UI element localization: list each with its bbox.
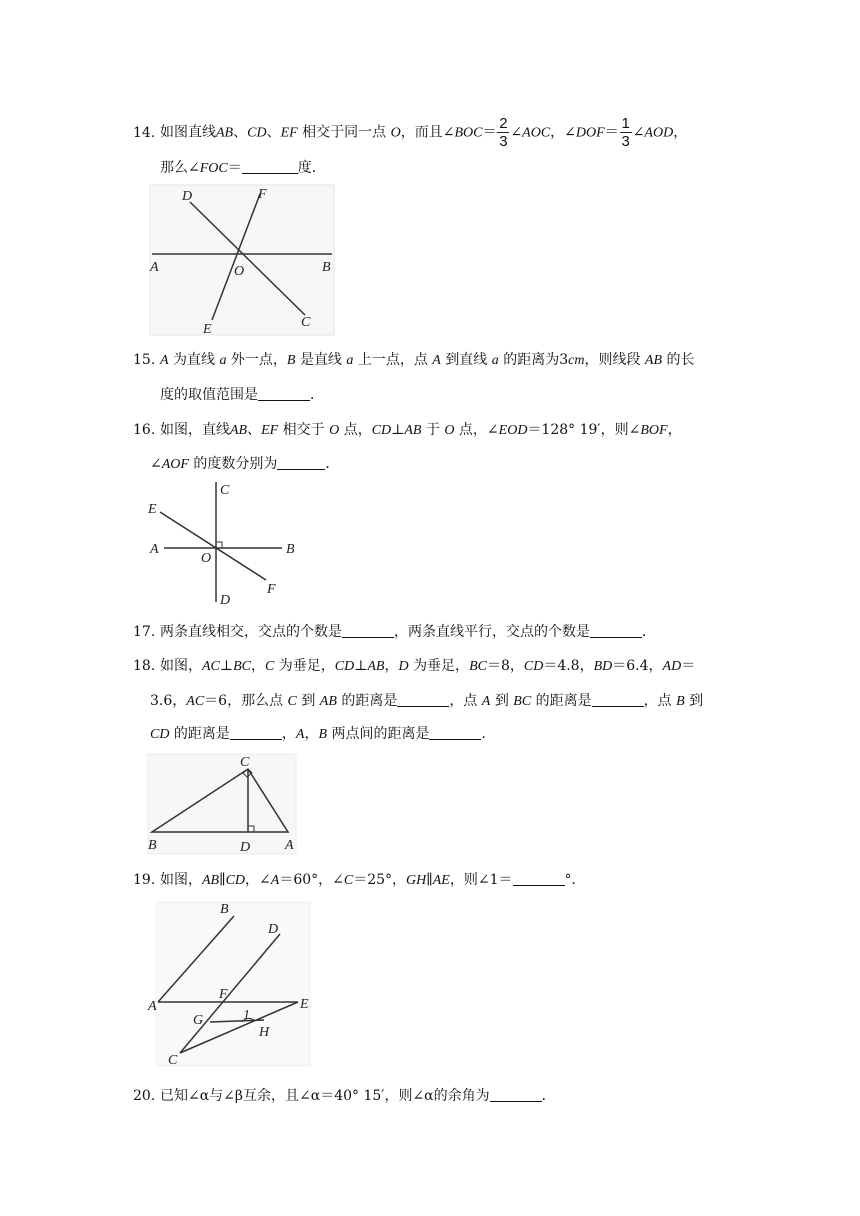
- label-b: B: [148, 838, 157, 853]
- q15-var: cm: [568, 353, 585, 368]
- q18-text: 两点间的距离是: [331, 726, 430, 742]
- q18-line2: [150, 690, 703, 710]
- q14-var: FOC: [199, 161, 228, 176]
- label-f: F: [267, 582, 276, 597]
- label-a: A: [150, 542, 159, 557]
- q18-text: ，点: [449, 693, 478, 709]
- label-h: H: [259, 1025, 270, 1040]
- q14-text: 度．: [297, 160, 326, 176]
- q15-text: 3: [559, 352, 569, 368]
- label-b: B: [286, 542, 295, 557]
- q14-text: 相交于同一点: [302, 124, 387, 141]
- q19-text: ∥: [426, 872, 433, 888]
- q18-var: AC: [202, 659, 220, 674]
- q15-number: 15.: [133, 352, 156, 368]
- label-o: O: [201, 551, 212, 566]
- answer-blank[interactable]: [230, 725, 282, 740]
- label-c: C: [220, 483, 230, 498]
- line-ef: [160, 512, 266, 580]
- label-c: C: [240, 755, 250, 770]
- q14-text: ∠: [510, 124, 523, 141]
- q14-var: AOC: [522, 125, 551, 141]
- q18-var: A: [295, 727, 305, 742]
- label-b: B: [220, 902, 229, 917]
- q18-text: 的距离是: [173, 726, 230, 742]
- q14-text: ＝: [604, 124, 619, 141]
- q14-text: ，而且∠: [400, 124, 455, 141]
- q14-var: EF: [280, 125, 298, 141]
- q18-text: 到: [301, 693, 316, 709]
- q16-var: EOD: [498, 423, 528, 438]
- q14-var: BOC: [454, 125, 483, 141]
- frac-numerator: 2: [499, 115, 508, 132]
- q16-text: ．: [325, 456, 340, 472]
- q16-text: 相交于: [282, 422, 325, 438]
- q19-text: ，则∠1＝: [449, 872, 513, 888]
- q18-var: AB: [367, 659, 385, 674]
- q18-var: CD: [150, 727, 170, 742]
- q14-text: ，∠: [550, 124, 576, 141]
- q15-var: AB: [644, 353, 663, 368]
- q15-var: a: [491, 353, 499, 368]
- q14-var: AB: [216, 125, 234, 141]
- q18-text: 到: [689, 693, 704, 709]
- answer-blank[interactable]: [513, 871, 565, 886]
- q16-text: 的度数分别为: [193, 456, 278, 472]
- label-g: G: [193, 1013, 204, 1028]
- right-angle-mark: [216, 542, 222, 548]
- q16-number: 16.: [133, 422, 156, 438]
- q18-var: B: [676, 694, 685, 709]
- label-a: A: [150, 260, 159, 275]
- q18-text: 到: [494, 693, 509, 709]
- q18-var: AB: [319, 694, 337, 709]
- frac-denominator: 3: [499, 133, 508, 150]
- label-angle-1: 1: [243, 1008, 250, 1023]
- q14-text: ∠: [632, 124, 645, 141]
- q16-var: O: [444, 423, 455, 438]
- q16-var: CD: [371, 423, 392, 438]
- q14-var: CD: [247, 125, 267, 141]
- q14-figure: [148, 183, 338, 337]
- q14-var: O: [390, 125, 401, 141]
- q16-var: BOF: [640, 423, 668, 438]
- label-e: E: [203, 322, 212, 337]
- q14-text: ＝: [227, 160, 242, 176]
- q18-var: C: [287, 694, 297, 709]
- q19-text: ＝60°，∠: [279, 872, 344, 888]
- q16-text: ，: [667, 422, 682, 438]
- q14-var: AOD: [644, 125, 674, 141]
- q18-text: ，点: [643, 693, 672, 709]
- q18-text: ，: [281, 726, 296, 742]
- q18-var: BC: [469, 659, 487, 674]
- label-d: D: [240, 840, 251, 855]
- q16-text: 于: [425, 422, 440, 438]
- label-a: A: [148, 999, 157, 1014]
- q16-var: AOF: [161, 457, 189, 472]
- q19-var: CD: [225, 873, 246, 888]
- q19-var: AE: [432, 873, 450, 888]
- label-o: O: [234, 264, 245, 279]
- q15-text: 度的取值范围是: [160, 387, 258, 403]
- q19-var: A: [270, 873, 280, 888]
- q15-var: a: [346, 353, 354, 368]
- q18-var: A: [481, 694, 491, 709]
- answer-blank[interactable]: [242, 159, 298, 174]
- q15-line2: [160, 384, 324, 404]
- q18-text: 为垂足，: [278, 658, 335, 674]
- q18-text: 的距离是: [535, 693, 592, 709]
- q15-var: B: [286, 353, 296, 368]
- q14-text: 那么∠: [160, 160, 200, 176]
- q19-text: ∥: [219, 872, 226, 888]
- q18-text: ，: [304, 726, 319, 742]
- q16-var: O: [329, 423, 340, 438]
- q15-text: 为直线: [173, 352, 216, 368]
- q15-text: 到直线: [445, 352, 488, 368]
- q18-var: CD: [334, 659, 355, 674]
- q16-figure: [146, 478, 306, 606]
- q18-var: AC: [186, 694, 205, 709]
- q15-text: 上一点，点: [357, 352, 428, 368]
- q18-text: ⊥: [354, 658, 368, 674]
- answer-blank[interactable]: [490, 1087, 542, 1102]
- label-b: B: [322, 260, 331, 275]
- q20-number: 20.: [133, 1088, 156, 1104]
- q16-text: ⊥: [391, 422, 405, 438]
- q16-var: EF: [261, 423, 279, 438]
- frac-denominator: 3: [621, 133, 630, 150]
- label-e: E: [300, 997, 309, 1012]
- q19-number: 19.: [133, 872, 156, 888]
- q19-var: AB: [202, 873, 220, 888]
- q18-var: B: [318, 727, 328, 742]
- q18-text: ．: [481, 726, 496, 742]
- q18-text: 为垂足，: [413, 658, 470, 674]
- q18-var: C: [264, 659, 275, 674]
- answer-blank[interactable]: [429, 725, 481, 740]
- label-d: D: [182, 189, 193, 204]
- q18-text: ＝8，: [486, 658, 524, 674]
- q18-text: ，: [384, 658, 399, 674]
- q19-var: GH: [406, 873, 427, 888]
- label-f: F: [219, 987, 228, 1002]
- q15-text: 的长: [666, 352, 695, 368]
- label-a: A: [285, 838, 294, 853]
- q20-text: 已知∠α与∠β互余，且∠α＝40° 15′，则∠α的余角为: [160, 1088, 490, 1104]
- q15-var: A: [160, 353, 169, 368]
- q19-text: 如图，: [160, 872, 202, 888]
- q17-number: 17.: [133, 624, 156, 640]
- q18-text: 的距离是: [341, 693, 398, 709]
- answer-blank[interactable]: [258, 386, 310, 401]
- q14-text: 如图直线: [160, 124, 216, 141]
- q15-text: 的距离为: [503, 352, 560, 368]
- q18-text: ⊥: [219, 658, 234, 674]
- q18-line1: [133, 655, 695, 675]
- label-d: D: [268, 922, 279, 937]
- q17-line1: [133, 621, 656, 641]
- q18-var: BD: [593, 659, 613, 674]
- answer-blank[interactable]: [277, 455, 325, 470]
- q14-text: ，: [673, 124, 688, 141]
- q15-text: ．: [310, 387, 324, 403]
- q16-var: AB: [404, 423, 422, 438]
- q14-text: 、: [233, 124, 248, 141]
- q20-text: ．: [541, 1088, 556, 1104]
- q18-text: ＝6.4，: [612, 658, 663, 674]
- q17-text: ，两条直线平行，交点的个数是: [394, 624, 590, 640]
- label-e: E: [148, 502, 157, 517]
- q15-line1: [133, 349, 694, 369]
- q18-text: ＝: [681, 658, 696, 674]
- answer-blank[interactable]: [592, 692, 644, 707]
- q16-text: 如图，直线: [160, 422, 230, 438]
- q19-text: ＝25°，: [353, 872, 407, 888]
- q14-line1: [133, 116, 687, 149]
- q16-var: AB: [230, 423, 248, 438]
- q14-text: 、: [266, 124, 281, 141]
- fraction-one-third: [620, 116, 632, 149]
- q19-text: °．: [564, 872, 586, 888]
- q16-text: 点，∠: [458, 422, 499, 438]
- label-c: C: [301, 315, 311, 330]
- label-d: D: [220, 593, 231, 606]
- q18-text: ＝6，那么点: [204, 693, 284, 709]
- q18-text: ＝4.8，: [543, 658, 594, 674]
- q18-text: 如图，: [160, 658, 202, 674]
- q18-var: BC: [513, 694, 532, 709]
- q15-text: 是直线: [299, 352, 342, 368]
- q14-line2: [160, 157, 326, 177]
- q16-line1: [133, 419, 682, 439]
- q17-text: 两条直线相交，交点的个数是: [160, 624, 342, 640]
- q16-text: ∠: [150, 456, 162, 472]
- q16-text: 点，: [343, 422, 372, 438]
- q18-var: CD: [523, 659, 544, 674]
- q15-text: 外一点，: [230, 352, 287, 368]
- q18-text: 3.6，: [150, 693, 187, 709]
- q18-line3: [150, 723, 495, 743]
- q16-text: 、: [247, 422, 262, 438]
- q14-text: ＝: [482, 124, 497, 141]
- q15-text: ，则线段: [584, 352, 641, 368]
- label-c: C: [168, 1053, 178, 1068]
- fraction-two-thirds: [497, 116, 509, 149]
- q18-var: BC: [233, 659, 251, 674]
- q20-line1: [133, 1085, 556, 1105]
- answer-blank[interactable]: [590, 623, 642, 638]
- q17-text: ．: [642, 624, 656, 640]
- q14-var: DOF: [575, 125, 605, 141]
- q19-text: ，∠: [245, 872, 271, 888]
- q18-text: ，: [250, 658, 265, 674]
- q16-text: ＝128° 19′，则∠: [527, 422, 641, 438]
- label-f: F: [258, 187, 267, 202]
- answer-blank[interactable]: [397, 692, 449, 707]
- q14-number: 14.: [133, 124, 156, 141]
- q16-line2: [150, 453, 339, 473]
- q19-var: C: [343, 873, 354, 888]
- answer-blank[interactable]: [342, 623, 394, 638]
- q18-figure: [146, 752, 306, 856]
- frac-numerator: 1: [621, 115, 630, 132]
- q15-var: a: [219, 353, 227, 368]
- q15-var: A: [432, 353, 441, 368]
- q19-line1: [133, 869, 586, 889]
- q18-var: D: [398, 659, 409, 674]
- q18-number: 18.: [133, 658, 156, 674]
- q18-var: AD: [662, 659, 682, 674]
- q19-figure: [146, 898, 316, 1070]
